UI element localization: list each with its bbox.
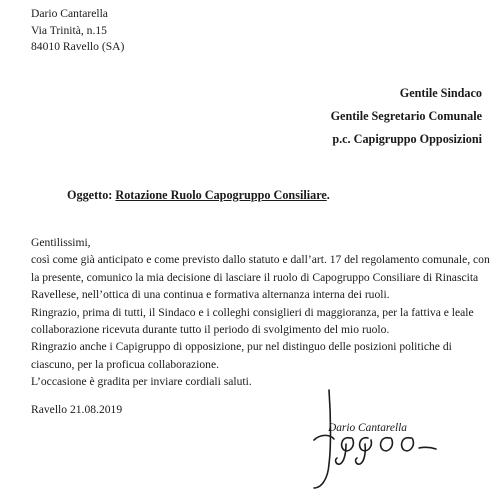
- subject-period: .: [326, 188, 330, 202]
- subject-label: Oggetto:: [67, 188, 113, 202]
- letter-date: Ravello 21.08.2019: [31, 403, 123, 416]
- signature-strokes: [314, 390, 436, 488]
- body-line: ciascuno, per la proficua collaborazione.: [31, 357, 219, 371]
- sender-city: 84010 Ravello (SA): [31, 40, 125, 53]
- sender-name: Dario Cantarella: [31, 7, 108, 20]
- subject-line: [67, 188, 330, 203]
- sender-address: [31, 6, 124, 56]
- body-line: la presente, comunico la mia decisione di lasciare il ruolo di Capogruppo Consiliare di Rinascita: [31, 270, 479, 284]
- recipient-secretary: Gentile Segretario Comunale: [330, 109, 482, 123]
- recipient-mayor: Gentile Sindaco: [399, 86, 482, 100]
- body-line: così come già anticipato e come previsto dallo statuto e dall’art. 17 del regolamento comunale, con: [31, 253, 490, 267]
- body-line: Ravellese, nell’ottica di una continua e formativa alternanza interna dei ruoli.: [31, 288, 390, 302]
- body-line: collaborazione ricevuta durante tutto il periodo di svolgimento del mio ruolo.: [31, 323, 390, 337]
- sender-street: Via Trinità, n.15: [31, 23, 107, 37]
- signature-printed-name: Dario Cantarella: [328, 422, 407, 434]
- letter-body: [31, 234, 490, 391]
- recipient-opposition: p.c. Capigruppo Opposizioni: [332, 132, 482, 146]
- body-line: Ringrazio, prima di tutti, il Sindaco e i colleghi consiglieri di maggioranza, per la fattiva e leale: [31, 305, 474, 319]
- body-line: L’occasione è gradita per inviare cordiali saluti.: [31, 375, 252, 389]
- subject-text: Rotazione Ruolo Capogruppo Consiliare: [115, 188, 327, 202]
- body-line: Ringrazio anche i Capigruppo di opposizione, pur nel distinguo delle posizioni politiche di: [31, 340, 452, 354]
- recipients-block: [331, 82, 482, 151]
- handwritten-signature: [306, 378, 476, 493]
- body-line: Gentilissimi,: [31, 236, 91, 249]
